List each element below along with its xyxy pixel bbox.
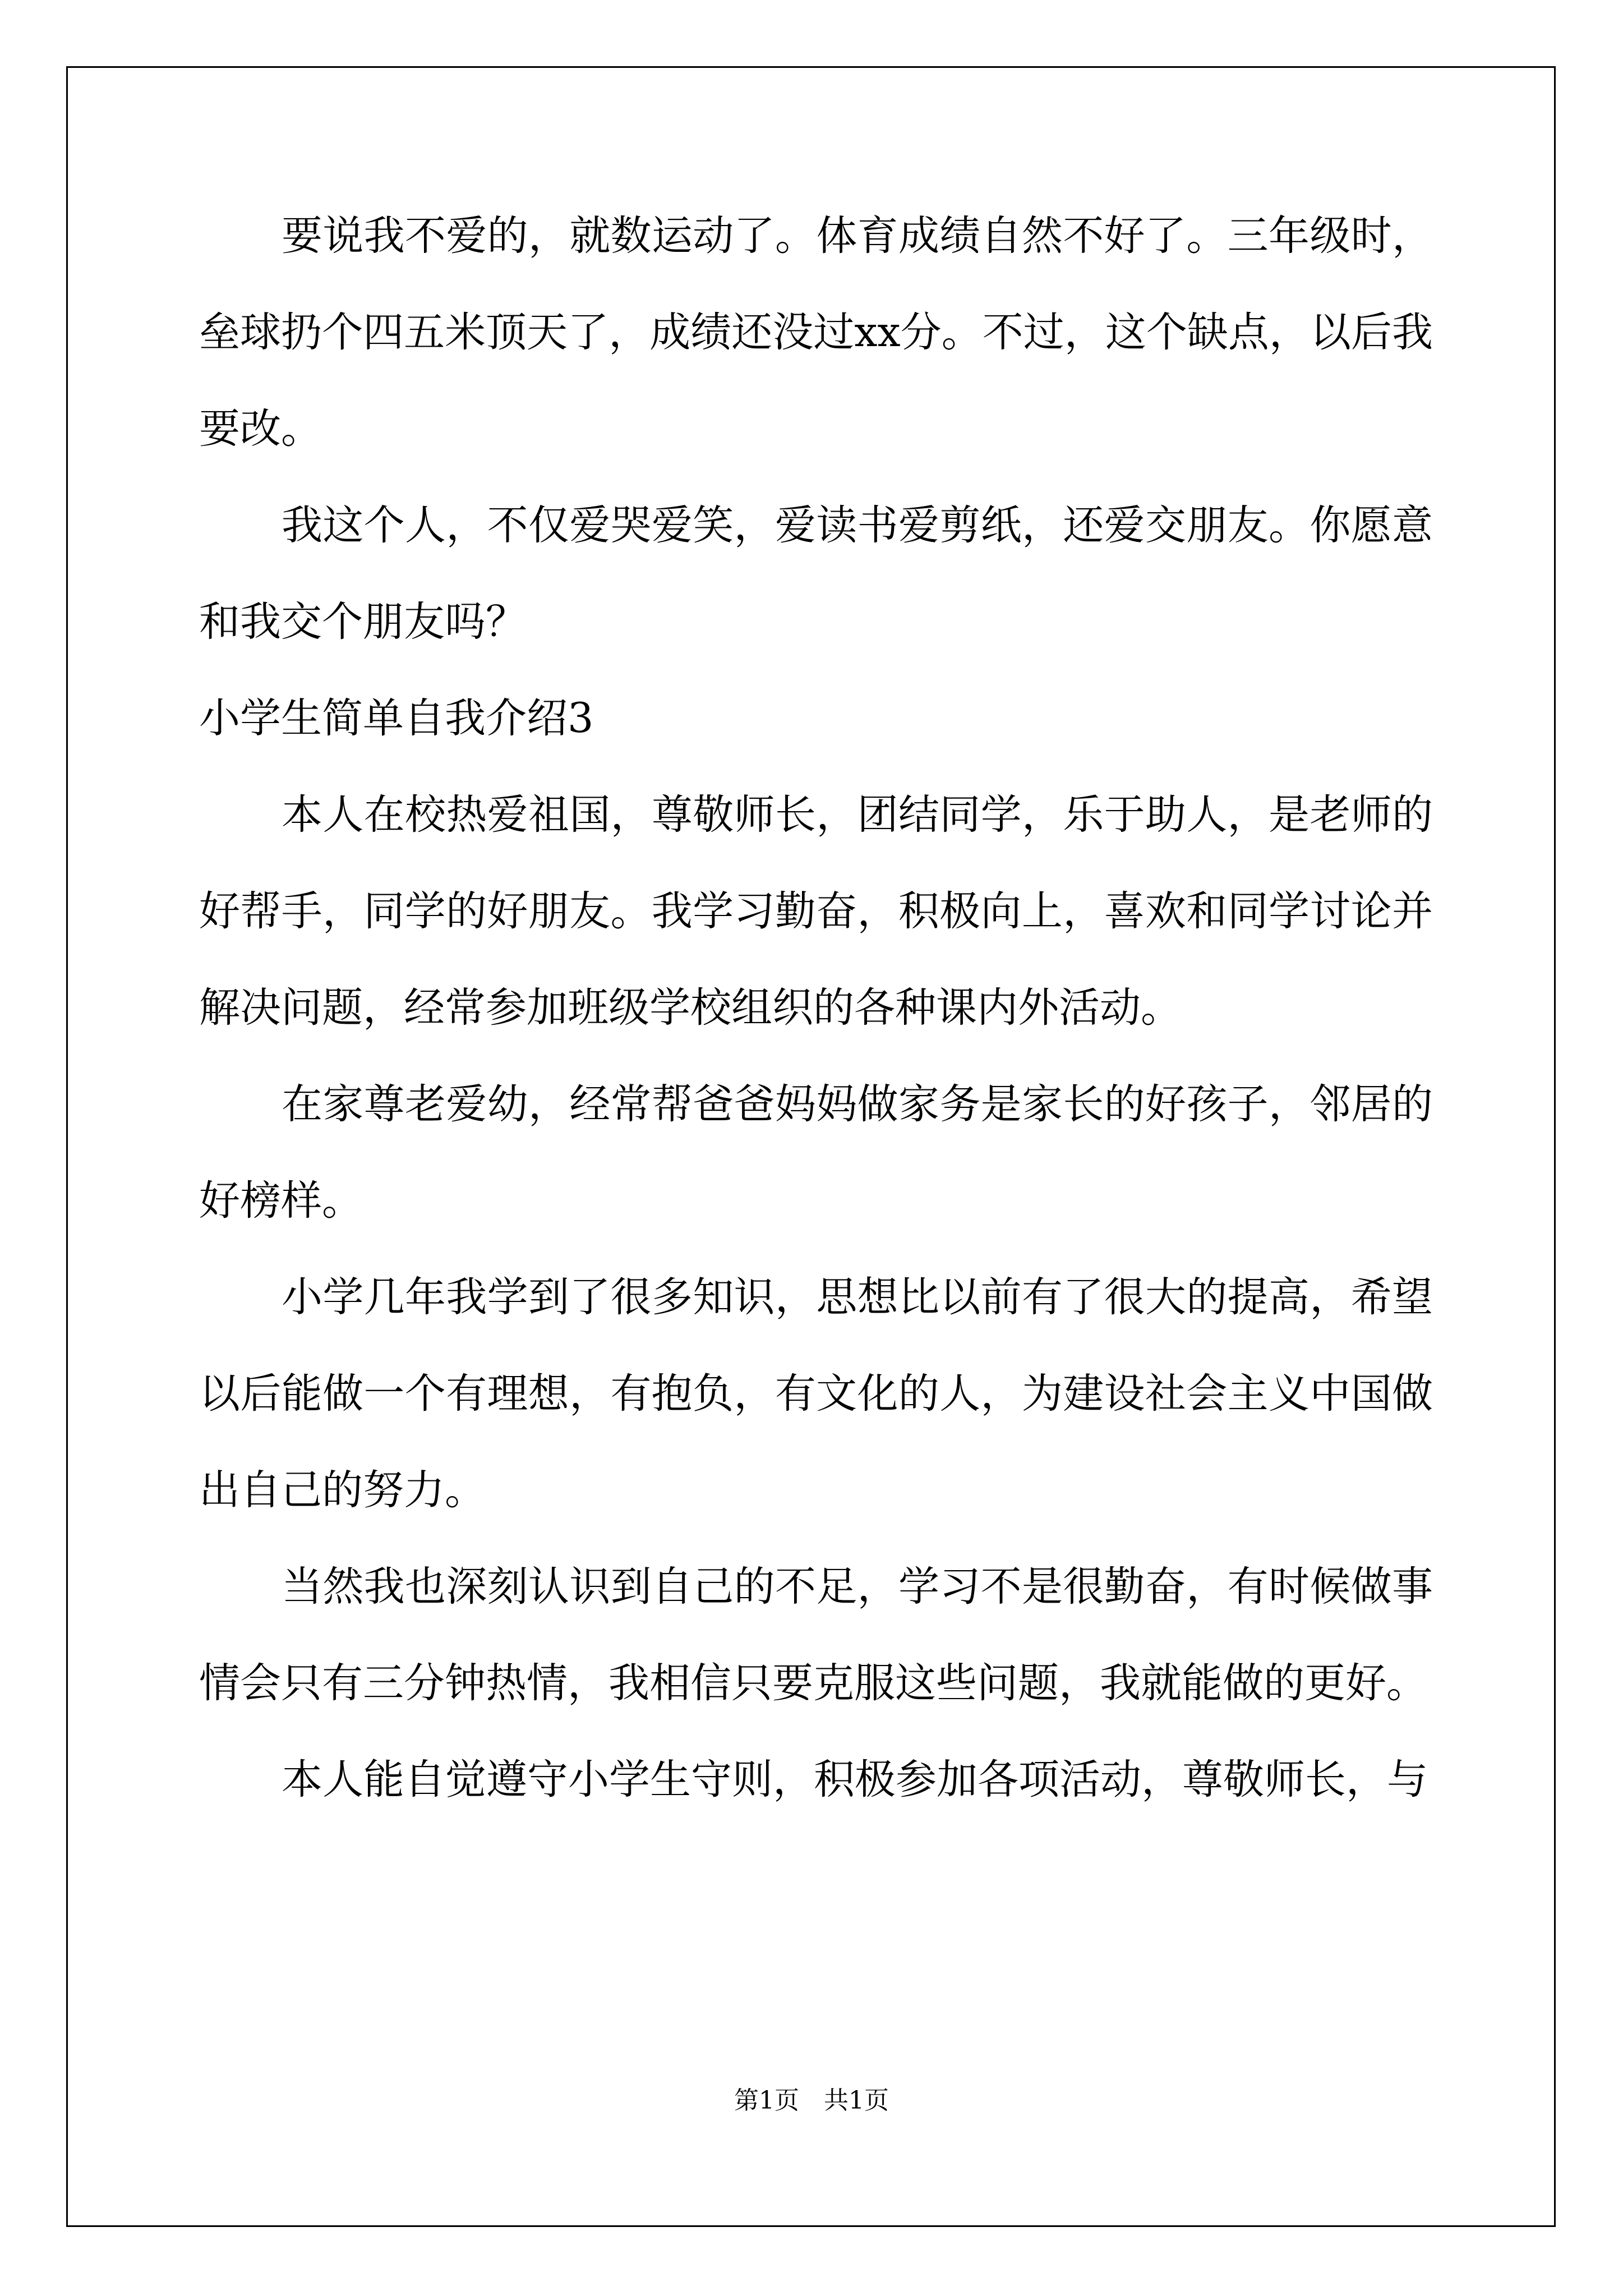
paragraph: 要说我不爱的，就数运动了。体育成绩自然不好了。三年级时，垒球扔个四五米顶天了，成绩还没过xx分。不过，这个缺点，以后我要改。 xyxy=(199,212,1433,453)
paragraph: 本人在校热爱祖国，尊敬师长，团结同学，乐于助人，是老师的好帮手，同学的好朋友。我学习勤奋，积极向上，喜欢和同学讨论并解决问题，经常参加班级学校组织的各种课内外活动。 xyxy=(199,791,1433,1032)
page-footer xyxy=(0,2080,1623,2116)
paragraph: 当然我也深刻认识到自己的不足，学习不是很勤奋，有时候做事情会只有三分钟热情，我相信只要克服这些问题，我就能做的更好。 xyxy=(199,1563,1433,1707)
page-number: 第1页 共1页 xyxy=(734,2086,889,2115)
paragraph: 在家尊老爱幼，经常帮爸爸妈妈做家务是家长的好孩子，邻居的好榜样。 xyxy=(199,1080,1433,1225)
section-heading: 小学生简单自我介绍3 xyxy=(199,694,594,742)
document-body xyxy=(199,188,1433,1828)
paragraph: 我这个人，不仅爱哭爱笑，爱读书爱剪纸，还爱交朋友。你愿意和我交个朋友吗？ xyxy=(199,501,1433,646)
paragraph: 小学几年我学到了很多知识，思想比以前有了很大的提高，希望以后能做一个有理想，有抱负，有文化的人，为建设社会主义中国做出自己的努力。 xyxy=(199,1273,1433,1514)
paragraph: 本人能自觉遵守小学生守则，积极参加各项活动，尊敬师长，与 xyxy=(282,1756,1428,1803)
